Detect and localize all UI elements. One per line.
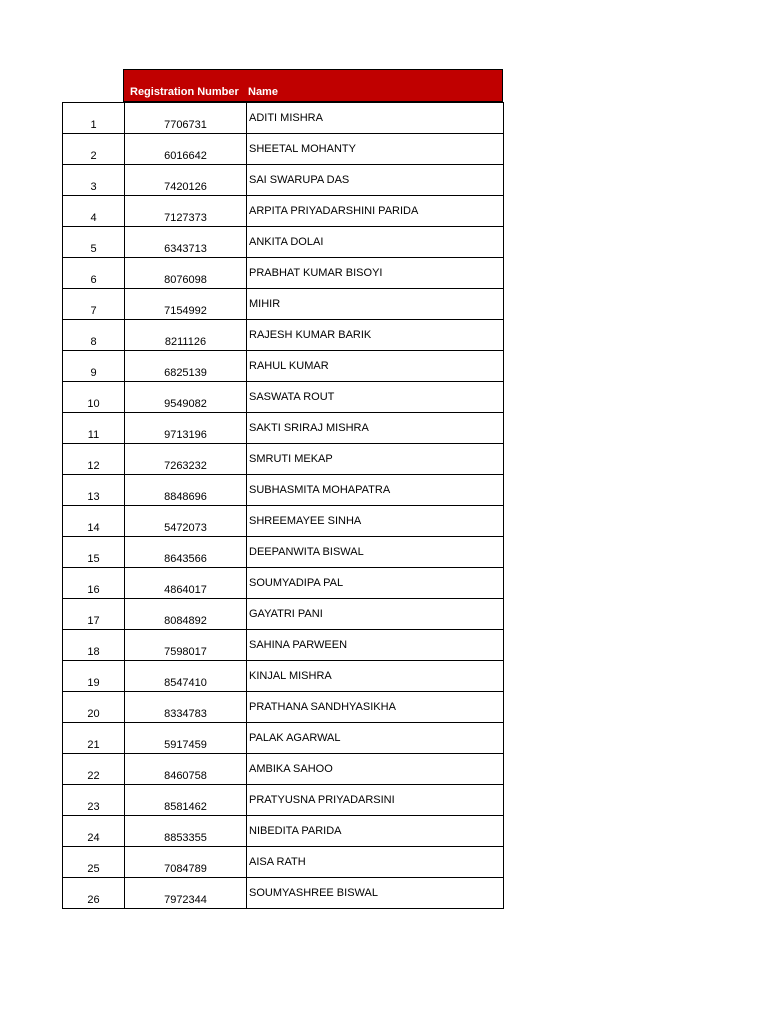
- registration-number-cell: [125, 196, 247, 227]
- name-cell-text: SHREEMAYEE SINHA: [249, 515, 362, 527]
- name-cell: [247, 382, 504, 413]
- name-cell: [247, 475, 504, 506]
- header-name: [246, 69, 503, 102]
- row-number-cell-text: 3: [90, 181, 97, 193]
- name-cell-text: DEEPANWITA BISWAL: [249, 546, 364, 558]
- table-row: [63, 816, 504, 847]
- table-row: [63, 878, 504, 909]
- registration-number-cell-text: 7263232: [164, 460, 207, 472]
- row-number-cell-text: 2: [90, 150, 97, 162]
- name-cell: [247, 103, 504, 134]
- row-number-cell: [63, 754, 125, 785]
- row-number-cell: [63, 382, 125, 413]
- name-cell-text: PALAK AGARWAL: [249, 732, 341, 744]
- registration-number-cell-text: 9549082: [164, 398, 207, 410]
- registration-number-cell: [125, 723, 247, 754]
- registration-number-cell: [125, 413, 247, 444]
- name-cell-text: KINJAL MISHRA: [249, 670, 332, 682]
- registration-number-cell: [125, 847, 247, 878]
- table-row: [63, 165, 504, 196]
- name-cell: [247, 351, 504, 382]
- name-cell: [247, 320, 504, 351]
- row-number-cell-text: 19: [87, 677, 100, 689]
- table-row: [63, 103, 504, 134]
- name-cell-text: SOUMYASHREE BISWAL: [249, 887, 378, 899]
- registration-number-cell: [125, 103, 247, 134]
- registration-number-cell: [125, 537, 247, 568]
- row-number-cell: [63, 816, 125, 847]
- row-number-cell-text: 25: [87, 863, 100, 875]
- name-cell: [247, 630, 504, 661]
- table-row: [63, 320, 504, 351]
- registration-number-cell: [125, 165, 247, 196]
- table-row: [63, 258, 504, 289]
- registration-number-cell: [125, 630, 247, 661]
- table-row: [63, 413, 504, 444]
- row-number-cell-text: 8: [90, 336, 97, 348]
- name-cell-text: SAI SWARUPA DAS: [249, 174, 350, 186]
- registration-number-cell: [125, 475, 247, 506]
- row-number-cell: [63, 475, 125, 506]
- registration-number-cell-text: 8460758: [164, 770, 207, 782]
- name-cell-text: AMBIKA SAHOO: [249, 763, 333, 775]
- registration-number-cell: [125, 258, 247, 289]
- registration-number-cell-text: 8848696: [164, 491, 207, 503]
- name-cell-text: SAHINA PARWEEN: [249, 639, 348, 651]
- registration-number-cell: [125, 351, 247, 382]
- row-number-cell-text: 18: [87, 646, 100, 658]
- row-number-cell: [63, 103, 125, 134]
- row-number-cell: [63, 537, 125, 568]
- table-row: [63, 196, 504, 227]
- name-cell: [247, 754, 504, 785]
- name-cell-text: ANKITA DOLAI: [249, 236, 324, 248]
- row-number-cell: [63, 506, 125, 537]
- row-number-cell-text: 17: [87, 615, 100, 627]
- row-number-cell-text: 20: [87, 708, 100, 720]
- name-cell: [247, 816, 504, 847]
- registration-number-cell-text: 7420126: [164, 181, 207, 193]
- row-number-cell: [63, 289, 125, 320]
- name-cell-text: SHEETAL MOHANTY: [249, 143, 356, 155]
- name-cell-text: ARPITA PRIYADARSHINI PARIDA: [249, 205, 419, 217]
- row-number-cell: [63, 661, 125, 692]
- registration-number-cell-text: 7706731: [164, 119, 207, 131]
- row-number-cell: [63, 134, 125, 165]
- table-row: [63, 289, 504, 320]
- table-row: [63, 630, 504, 661]
- name-cell-text: PRATYUSNA PRIYADARSINI: [249, 794, 395, 806]
- row-number-cell: [63, 165, 125, 196]
- row-number-cell: [63, 568, 125, 599]
- name-cell: [247, 599, 504, 630]
- name-cell: [247, 661, 504, 692]
- row-number-cell: [63, 320, 125, 351]
- registration-number-cell: [125, 320, 247, 351]
- registration-number-cell-text: 8581462: [164, 801, 207, 813]
- registration-number-cell: [125, 878, 247, 909]
- table-row: [63, 444, 504, 475]
- name-cell: [247, 413, 504, 444]
- table-row: [63, 661, 504, 692]
- registration-number-cell-text: 8211126: [164, 336, 207, 348]
- name-cell-text: AISA RATH: [249, 856, 306, 868]
- name-cell: [247, 506, 504, 537]
- header-registration-number: [123, 69, 247, 102]
- row-number-cell: [63, 444, 125, 475]
- table-row: [63, 134, 504, 165]
- name-cell: [247, 785, 504, 816]
- registration-number-cell-text: 8853355: [164, 832, 207, 844]
- name-cell: [247, 537, 504, 568]
- row-number-cell-text: 7: [90, 305, 97, 317]
- registration-number-cell: [125, 661, 247, 692]
- name-cell-text: PRABHAT KUMAR BISOYI: [249, 267, 383, 279]
- registration-number-cell: [125, 289, 247, 320]
- name-cell: [247, 692, 504, 723]
- table-row: [63, 692, 504, 723]
- registration-number-cell-text: 5472073: [164, 522, 207, 534]
- table-row: [63, 227, 504, 258]
- name-cell-text: SMRUTI MEKAP: [249, 453, 333, 465]
- table-row: [63, 382, 504, 413]
- registration-number-cell: [125, 382, 247, 413]
- row-number-cell-text: 12: [87, 460, 100, 472]
- registration-number-cell: [125, 568, 247, 599]
- table-row: [63, 537, 504, 568]
- name-cell: [247, 878, 504, 909]
- row-number-cell: [63, 723, 125, 754]
- row-number-cell: [63, 692, 125, 723]
- table-row: [63, 351, 504, 382]
- name-cell: [247, 258, 504, 289]
- table-row: [63, 723, 504, 754]
- table-row: [63, 475, 504, 506]
- registration-number-cell-text: 7084789: [164, 863, 207, 875]
- row-number-cell-text: 15: [87, 553, 100, 565]
- row-number-cell-text: 16: [87, 584, 100, 596]
- name-cell: [247, 444, 504, 475]
- row-number-cell-text: 23: [87, 801, 100, 813]
- row-number-cell: [63, 785, 125, 816]
- name-cell-text: SAKTI SRIRAJ MISHRA: [249, 422, 369, 434]
- row-number-cell-text: 26: [87, 894, 100, 906]
- name-cell: [247, 227, 504, 258]
- registration-number-cell-text: 8334783: [164, 708, 207, 720]
- header-name-label: Name: [248, 86, 278, 98]
- registration-number-cell: [125, 816, 247, 847]
- table-row: [63, 754, 504, 785]
- name-cell: [247, 134, 504, 165]
- row-number-cell: [63, 630, 125, 661]
- row-number-cell-text: 13: [87, 491, 100, 503]
- registration-number-cell-text: 7154992: [164, 305, 207, 317]
- name-cell: [247, 289, 504, 320]
- table-row: [63, 568, 504, 599]
- row-number-cell-text: 22: [87, 770, 100, 782]
- table-row: [63, 785, 504, 816]
- row-number-cell-text: 14: [87, 522, 100, 534]
- registration-number-cell: [125, 599, 247, 630]
- row-number-cell: [63, 351, 125, 382]
- registration-number-cell-text: 5917459: [164, 739, 207, 751]
- registration-number-cell-text: 8084892: [164, 615, 207, 627]
- registration-number-cell: [125, 785, 247, 816]
- row-number-cell-text: 5: [90, 243, 97, 255]
- registration-number-cell-text: 8547410: [164, 677, 207, 689]
- name-cell-text: RAJESH KUMAR BARIK: [249, 329, 372, 341]
- registration-number-cell-text: 6016642: [164, 150, 207, 162]
- name-cell-text: GAYATRI PANI: [249, 608, 323, 620]
- registration-number-cell: [125, 754, 247, 785]
- registration-number-cell-text: 6825139: [164, 367, 207, 379]
- name-cell: [247, 568, 504, 599]
- row-number-cell: [63, 599, 125, 630]
- registration-number-cell-text: 9713196: [164, 429, 207, 441]
- registration-number-cell-text: 7598017: [164, 646, 207, 658]
- registration-number-cell: [125, 227, 247, 258]
- table-row: [63, 506, 504, 537]
- row-number-cell: [63, 847, 125, 878]
- registration-number-cell-text: 7972344: [164, 894, 207, 906]
- name-cell-text: SOUMYADIPA PAL: [249, 577, 344, 589]
- name-cell-text: ADITI MISHRA: [249, 112, 323, 124]
- table-row: [63, 847, 504, 878]
- name-cell: [247, 723, 504, 754]
- name-cell-text: RAHUL KUMAR: [249, 360, 329, 372]
- registration-number-cell: [125, 444, 247, 475]
- registration-number-cell: [125, 692, 247, 723]
- registration-number-cell: [125, 134, 247, 165]
- header-registration-number-label: Registration Number: [130, 86, 239, 98]
- row-number-cell-text: 4: [90, 212, 97, 224]
- table-row: [63, 599, 504, 630]
- registration-number-cell-text: 6343713: [164, 243, 207, 255]
- row-number-cell: [63, 258, 125, 289]
- registration-number-cell-text: 8076098: [164, 274, 207, 286]
- registration-table: [62, 69, 503, 909]
- name-cell: [247, 165, 504, 196]
- registration-number-cell-text: 4864017: [164, 584, 207, 596]
- row-number-cell-text: 21: [87, 739, 100, 751]
- registration-number-cell-text: 8643566: [164, 553, 207, 565]
- name-cell: [247, 847, 504, 878]
- row-number-cell-text: 10: [87, 398, 100, 410]
- table-header: [62, 69, 503, 102]
- name-cell-text: NIBEDITA PARIDA: [249, 825, 342, 837]
- registration-number-cell-text: 7127373: [164, 212, 207, 224]
- name-cell-text: SASWATA ROUT: [249, 391, 335, 403]
- row-number-cell: [63, 227, 125, 258]
- row-number-cell-text: 1: [90, 119, 97, 131]
- name-cell-text: MIHIR: [249, 298, 281, 310]
- row-number-cell-text: 9: [90, 367, 97, 379]
- name-cell-text: SUBHASMITA MOHAPATRA: [249, 484, 391, 496]
- row-number-cell-text: 24: [87, 832, 100, 844]
- row-number-cell-text: 11: [87, 429, 100, 441]
- row-number-cell: [63, 196, 125, 227]
- name-cell: [247, 196, 504, 227]
- table-body: [62, 102, 504, 909]
- registration-number-cell: [125, 506, 247, 537]
- name-cell-text: PRATHANA SANDHYASIKHA: [249, 701, 396, 713]
- row-number-cell: [63, 878, 125, 909]
- row-number-cell: [63, 413, 125, 444]
- row-number-cell-text: 6: [90, 274, 97, 286]
